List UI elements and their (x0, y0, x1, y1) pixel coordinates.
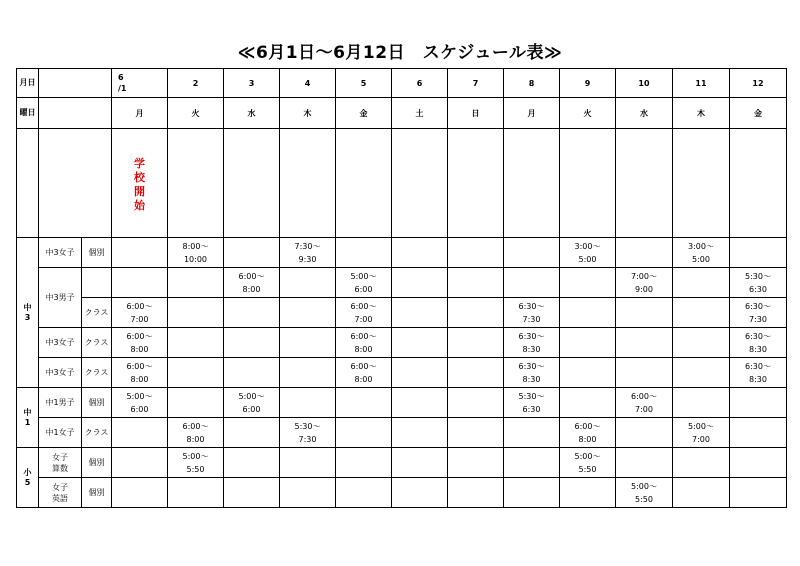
end-time: 8:00 (242, 284, 261, 294)
weekday-cell: 木 (673, 98, 730, 129)
student-name: 女子 算数 (39, 448, 82, 478)
end-time: 6:00 (130, 404, 149, 414)
notes-blank (17, 129, 39, 238)
time-cell (504, 238, 560, 268)
time-cell (730, 238, 787, 268)
time-cell (280, 358, 336, 388)
time-cell (560, 328, 616, 358)
school-start-note: 学校開始 (134, 157, 145, 212)
time-cell (616, 328, 673, 358)
time-cell (616, 238, 673, 268)
time-cell (168, 268, 224, 298)
weekday-cell: 水 (224, 98, 280, 129)
time-cell (112, 298, 168, 328)
end-time: 6:30 (749, 284, 767, 294)
time-cell (168, 478, 224, 508)
time-cell (392, 268, 448, 298)
schedule-row (17, 328, 787, 358)
end-time: 9:30 (298, 254, 317, 264)
note-cell (112, 129, 168, 238)
start-time: 5:00～ (182, 451, 209, 461)
time-cell (504, 298, 560, 328)
notes-row (17, 129, 787, 238)
end-time: 7:00 (130, 314, 149, 324)
time-cell (448, 328, 504, 358)
time-cell (560, 388, 616, 418)
date-cell: 12 (730, 69, 787, 98)
schedule-row (17, 478, 787, 508)
time-cell (560, 358, 616, 388)
end-time: 8:00 (354, 344, 373, 354)
start-time: 6:30～ (745, 361, 771, 371)
end-time: 5:50 (578, 464, 597, 474)
time-cell (168, 418, 224, 448)
group-label: 中 1 (17, 388, 39, 448)
time-cell (560, 418, 616, 448)
start-time: 6:00～ (126, 331, 153, 341)
time-cell (504, 448, 560, 478)
note-cell (448, 129, 504, 238)
time-cell (112, 478, 168, 508)
time-cell (673, 358, 730, 388)
time-cell (112, 328, 168, 358)
time-cell (112, 418, 168, 448)
time-cell (616, 298, 673, 328)
time-cell (224, 358, 280, 388)
time-cell (448, 358, 504, 388)
time-cell (224, 238, 280, 268)
time-cell (504, 478, 560, 508)
time-cell (448, 388, 504, 418)
time-cell (280, 388, 336, 418)
end-time: 7:00 (354, 314, 373, 324)
lesson-type: クラス (82, 358, 112, 388)
date-label-blank (39, 69, 112, 98)
time-cell (616, 448, 673, 478)
time-cell (673, 478, 730, 508)
time-cell (392, 418, 448, 448)
time-cell (224, 328, 280, 358)
weekday-cell: 月 (112, 98, 168, 129)
time-cell (673, 298, 730, 328)
date-cell: 5 (336, 69, 392, 98)
end-time: 7:00 (692, 434, 710, 444)
start-time: 6:30～ (745, 331, 771, 341)
note-cell (616, 129, 673, 238)
time-cell (616, 268, 673, 298)
time-cell (224, 448, 280, 478)
note-cell (673, 129, 730, 238)
lesson-type: 個別 (82, 478, 112, 508)
start-time: 6:00～ (631, 391, 657, 401)
time-cell (280, 328, 336, 358)
end-time: 8:30 (749, 374, 767, 384)
end-time: 8:30 (522, 374, 541, 384)
time-cell (560, 478, 616, 508)
time-cell (673, 328, 730, 358)
time-cell (280, 478, 336, 508)
end-time: 7:30 (749, 314, 767, 324)
time-cell (168, 328, 224, 358)
time-cell (448, 448, 504, 478)
time-cell (168, 298, 224, 328)
time-cell (168, 388, 224, 418)
start-time: 5:30～ (294, 421, 321, 431)
notes-blank (39, 129, 112, 238)
weekday-cell: 水 (616, 98, 673, 129)
date-cell: 6 (392, 69, 448, 98)
time-cell (448, 268, 504, 298)
time-cell (730, 358, 787, 388)
time-cell (336, 478, 392, 508)
start-time: 8:00～ (182, 241, 209, 251)
end-time: 5:50 (635, 494, 653, 504)
time-cell (616, 388, 673, 418)
note-cell (504, 129, 560, 238)
time-cell (616, 418, 673, 448)
time-cell (336, 238, 392, 268)
time-cell (448, 478, 504, 508)
schedule-row (17, 388, 787, 418)
lesson-type: クラス (82, 328, 112, 358)
time-cell (504, 328, 560, 358)
time-cell (730, 298, 787, 328)
time-cell (168, 448, 224, 478)
weekday-cell: 金 (730, 98, 787, 129)
time-cell (730, 268, 787, 298)
start-time: 6:00～ (182, 421, 209, 431)
end-time: 7:00 (635, 404, 653, 414)
date-cell: 2 (168, 69, 224, 98)
lesson-type: クラス (82, 418, 112, 448)
weekday-cell: 金 (336, 98, 392, 129)
end-time: 5:50 (186, 464, 205, 474)
schedule-row (17, 298, 787, 328)
note-cell (560, 129, 616, 238)
schedule-row (17, 358, 787, 388)
student-name: 中3女子 (39, 328, 82, 358)
page-title: ≪6月1日～6月12日 スケジュール表≫ (237, 43, 563, 63)
time-cell (730, 328, 787, 358)
schedule-row (17, 448, 787, 478)
group-label: 中 3 (17, 238, 39, 388)
date-cell: 11 (673, 69, 730, 98)
date-cell: 9 (560, 69, 616, 98)
start-time: 6:00～ (126, 361, 153, 371)
time-cell (280, 418, 336, 448)
time-cell (504, 268, 560, 298)
weekday-cell: 木 (280, 98, 336, 129)
time-cell (560, 268, 616, 298)
start-time: 6:00～ (350, 301, 377, 311)
time-cell (112, 268, 168, 298)
start-time: 7:00～ (631, 271, 657, 281)
end-time: 9:00 (635, 284, 653, 294)
group-label: 小 5 (17, 448, 39, 508)
time-cell (224, 388, 280, 418)
time-cell (336, 268, 392, 298)
end-time: 8:00 (130, 374, 149, 384)
end-time: 6:30 (522, 404, 541, 414)
start-time: 5:30～ (518, 391, 545, 401)
time-cell (673, 418, 730, 448)
time-cell (392, 358, 448, 388)
time-cell (168, 358, 224, 388)
time-cell (730, 418, 787, 448)
end-time: 8:00 (130, 344, 149, 354)
lesson-type: 個別 (82, 388, 112, 418)
end-time: 7:30 (522, 314, 541, 324)
date-cell: 4 (280, 69, 336, 98)
student-name: 中3女子 (39, 238, 82, 268)
date-cell: 10 (616, 69, 673, 98)
time-cell (336, 298, 392, 328)
weekday-label: 曜日 (17, 98, 39, 129)
note-cell (224, 129, 280, 238)
time-cell (504, 418, 560, 448)
start-time: 6:30～ (745, 301, 771, 311)
weekday-label-blank (39, 98, 112, 129)
start-time: 5:00～ (574, 451, 601, 461)
student-name: 中1男子 (39, 388, 82, 418)
start-time: 6:00～ (350, 361, 377, 371)
time-cell (112, 448, 168, 478)
start-time: 6:30～ (518, 361, 545, 371)
start-time: 3:00～ (688, 241, 714, 251)
end-time: 6:00 (242, 404, 261, 414)
student-name: 中1女子 (39, 418, 82, 448)
time-cell (392, 328, 448, 358)
start-time: 7:30～ (294, 241, 321, 251)
weekday-cell: 土 (392, 98, 448, 129)
time-cell (112, 358, 168, 388)
end-time: 5:00 (692, 254, 710, 264)
time-cell (392, 388, 448, 418)
start-time: 6:00～ (350, 331, 377, 341)
time-cell (730, 478, 787, 508)
schedule-row (17, 418, 787, 448)
note-cell (336, 129, 392, 238)
time-cell (224, 268, 280, 298)
end-time: 6:00 (354, 284, 373, 294)
time-cell (112, 388, 168, 418)
time-cell (560, 298, 616, 328)
time-cell (504, 358, 560, 388)
time-cell (673, 238, 730, 268)
time-cell (392, 298, 448, 328)
start-time: 6:30～ (518, 331, 545, 341)
end-time: 10:00 (183, 254, 208, 264)
time-cell (280, 448, 336, 478)
time-cell (448, 418, 504, 448)
start-time: 6:00～ (238, 271, 265, 281)
time-cell (392, 238, 448, 268)
time-cell (168, 238, 224, 268)
time-cell (560, 448, 616, 478)
time-cell (224, 418, 280, 448)
time-cell (336, 358, 392, 388)
end-time: 8:00 (578, 434, 597, 444)
note-cell (280, 129, 336, 238)
weekday-cell: 月 (504, 98, 560, 129)
start-time: 5:00～ (238, 391, 265, 401)
time-cell (392, 448, 448, 478)
student-name: 中3女子 (39, 358, 82, 388)
date-cell: 6 /1 (112, 69, 168, 98)
time-cell (616, 478, 673, 508)
time-cell (392, 478, 448, 508)
date-row (17, 69, 787, 98)
end-time: 5:00 (578, 254, 597, 264)
end-time: 8:30 (749, 344, 767, 354)
date-cell: 3 (224, 69, 280, 98)
end-time: 8:30 (522, 344, 541, 354)
start-time: 3:00～ (574, 241, 601, 251)
start-time: 5:00～ (631, 481, 657, 491)
time-cell (280, 238, 336, 268)
lesson-type: クラス (82, 298, 112, 328)
start-time: 6:00～ (574, 421, 601, 431)
lesson-type (82, 268, 112, 298)
date-label: 月日 (17, 69, 39, 98)
weekday-cell: 日 (448, 98, 504, 129)
date-cell: 8 (504, 69, 560, 98)
start-time: 5:00～ (126, 391, 153, 401)
end-time: 7:30 (298, 434, 317, 444)
time-cell (673, 448, 730, 478)
student-name: 中3男子 (39, 268, 82, 328)
lesson-type: 個別 (82, 448, 112, 478)
student-name: 女子 英語 (39, 478, 82, 508)
time-cell (616, 358, 673, 388)
start-time: 6:00～ (126, 301, 153, 311)
time-cell (112, 238, 168, 268)
weekday-cell: 火 (560, 98, 616, 129)
time-cell (730, 388, 787, 418)
end-time: 8:00 (354, 374, 373, 384)
time-cell (336, 448, 392, 478)
time-cell (730, 448, 787, 478)
note-cell (730, 129, 787, 238)
schedule-row (17, 268, 787, 298)
time-cell (673, 268, 730, 298)
note-cell (168, 129, 224, 238)
lesson-type: 個別 (82, 238, 112, 268)
time-cell (280, 268, 336, 298)
start-time: 5:00～ (688, 421, 714, 431)
schedule-row (17, 238, 787, 268)
time-cell (448, 238, 504, 268)
start-time: 5:00～ (350, 271, 377, 281)
schedule-table (16, 68, 787, 508)
time-cell (673, 388, 730, 418)
start-time: 5:30～ (745, 271, 771, 281)
time-cell (560, 238, 616, 268)
weekday-row (17, 98, 787, 129)
time-cell (504, 388, 560, 418)
time-cell (280, 298, 336, 328)
time-cell (448, 298, 504, 328)
start-time: 6:30～ (518, 301, 545, 311)
note-cell (392, 129, 448, 238)
time-cell (336, 328, 392, 358)
time-cell (336, 388, 392, 418)
time-cell (336, 418, 392, 448)
time-cell (224, 478, 280, 508)
time-cell (224, 298, 280, 328)
end-time: 8:00 (186, 434, 205, 444)
weekday-cell: 火 (168, 98, 224, 129)
date-cell: 7 (448, 69, 504, 98)
